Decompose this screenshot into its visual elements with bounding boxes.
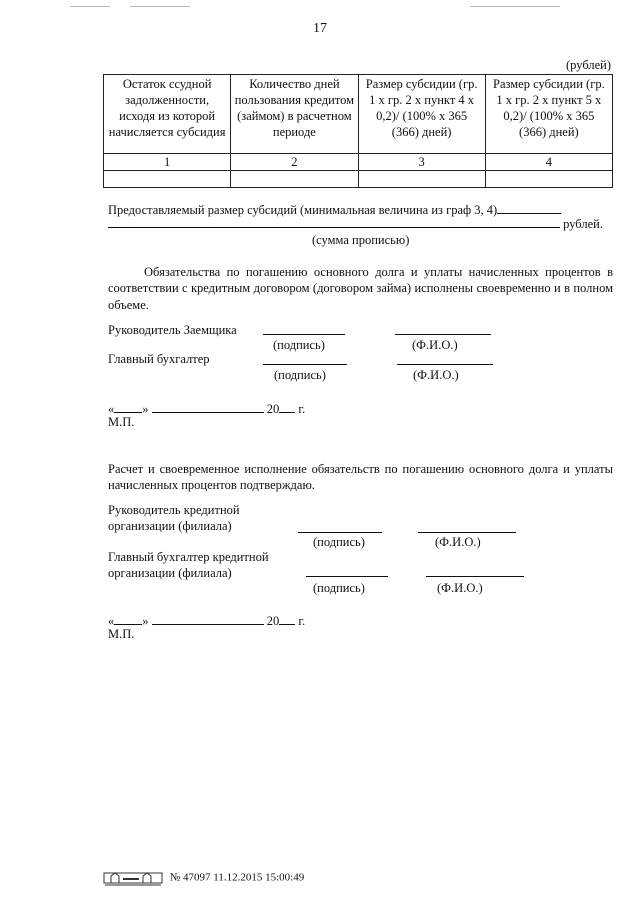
borrower-accountant-name-field[interactable] <box>397 364 493 365</box>
subsidy-words-field[interactable] <box>108 215 560 228</box>
document-number: № 47097 <box>169 871 211 884</box>
month-field[interactable] <box>152 612 264 625</box>
signature-caption: (подпись) <box>273 338 325 352</box>
bank-accountant-signature-field[interactable] <box>306 576 388 577</box>
stamp-label: М.П. <box>108 627 135 641</box>
subsidy-amount-field[interactable] <box>497 201 561 214</box>
borrower-head-name-field[interactable] <box>395 334 491 335</box>
bank-accountant-label-2: организации (филиала) <box>108 566 232 580</box>
month-field[interactable] <box>152 400 264 413</box>
table-cell[interactable] <box>358 171 485 188</box>
document-datetime: 11.12.2015 15:00:49 <box>213 871 305 884</box>
signature-caption: (подпись) <box>313 581 365 595</box>
bank-head-signature-field[interactable] <box>298 532 382 533</box>
signature-caption: (подпись) <box>274 368 326 382</box>
table-cell[interactable] <box>231 171 358 188</box>
table-number-row <box>104 154 613 171</box>
bank-head-label-2: организации (филиала) <box>108 519 232 533</box>
name-caption: (Ф.И.О.) <box>413 368 459 382</box>
col-number: 2 <box>231 154 358 171</box>
day-field[interactable] <box>114 612 142 625</box>
year-field[interactable] <box>279 612 295 625</box>
bank-accountant-label: Главный бухгалтер кредитной <box>108 550 269 564</box>
col-header-subsidy-p5: Размер субсидии (гр. 1 х гр. 2 х пункт 5 х 0,2)/ (100% х 365 (366) дней) <box>485 75 612 154</box>
scan-artifact <box>470 6 560 7</box>
scan-artifact <box>70 6 110 7</box>
name-caption: (Ф.И.О.) <box>435 535 481 549</box>
subsidy-words-line <box>108 215 603 232</box>
page-number: 17 <box>313 21 327 36</box>
table-header-row <box>104 75 613 154</box>
confirmation-paragraph <box>108 461 613 494</box>
subsidy-amount-label: Предоставляемый размер субсидий (минимальная величина из граф 3, 4) <box>108 203 498 217</box>
col-header-balance: Остаток ссудной задолженности, исходя из которой начисляется субсидия <box>104 75 231 154</box>
subsidy-table <box>103 74 613 188</box>
scan-artifact <box>130 6 190 7</box>
name-caption: (Ф.И.О.) <box>412 338 458 352</box>
signature-caption: (подпись) <box>313 535 365 549</box>
table-cell[interactable] <box>485 171 612 188</box>
borrower-head-signature-field[interactable] <box>263 334 345 335</box>
table-cell[interactable] <box>104 171 231 188</box>
borrower-accountant-label: Главный бухгалтер <box>108 352 210 366</box>
stamp-label: М.П. <box>108 415 135 429</box>
col-number: 3 <box>358 154 485 171</box>
bank-head-label: Руководитель кредитной <box>108 503 240 517</box>
col-number: 4 <box>485 154 612 171</box>
year-field[interactable] <box>279 400 295 413</box>
units-label: (рублей) <box>566 58 612 72</box>
obligations-paragraph <box>108 264 613 313</box>
day-field[interactable] <box>114 400 142 413</box>
table-row <box>104 171 613 188</box>
document-footer <box>103 870 304 886</box>
bank-accountant-name-field[interactable] <box>426 576 524 577</box>
obligations-text: Обязательства по погашению основного долга и уплаты начисленных процентов в соответствии с кредитным договором (договором займа) исполнены своевременно и в полном объеме. <box>108 265 613 312</box>
borrower-accountant-signature-field[interactable] <box>263 364 347 365</box>
name-caption: (Ф.И.О.) <box>437 581 483 595</box>
col-number: 1 <box>104 154 231 171</box>
col-header-subsidy-p4: Размер субсидии (гр. 1 х гр. 2 х пункт 4 х 0,2)/ (100% х 365 (366) дней) <box>358 75 485 154</box>
borrower-head-label: Руководитель Заемщика <box>108 323 237 337</box>
bank-head-name-field[interactable] <box>418 532 516 533</box>
sum-in-words-caption: (сумма прописью) <box>312 233 410 247</box>
borrower-date-line: « » 20 г. <box>108 402 306 416</box>
col-header-days: Количество дней пользования кредитом (займом) в расчетном периоде <box>231 75 358 154</box>
bank-date-line: « » 20 г. <box>108 614 306 628</box>
confirmation-text: Расчет и своевременное исполнение обязательств по погашению основного долга и уплаты начисленных процентов подтверждаю. <box>108 462 613 493</box>
rubles-suffix: рублей. <box>563 217 603 231</box>
registry-logo-icon <box>103 870 163 886</box>
